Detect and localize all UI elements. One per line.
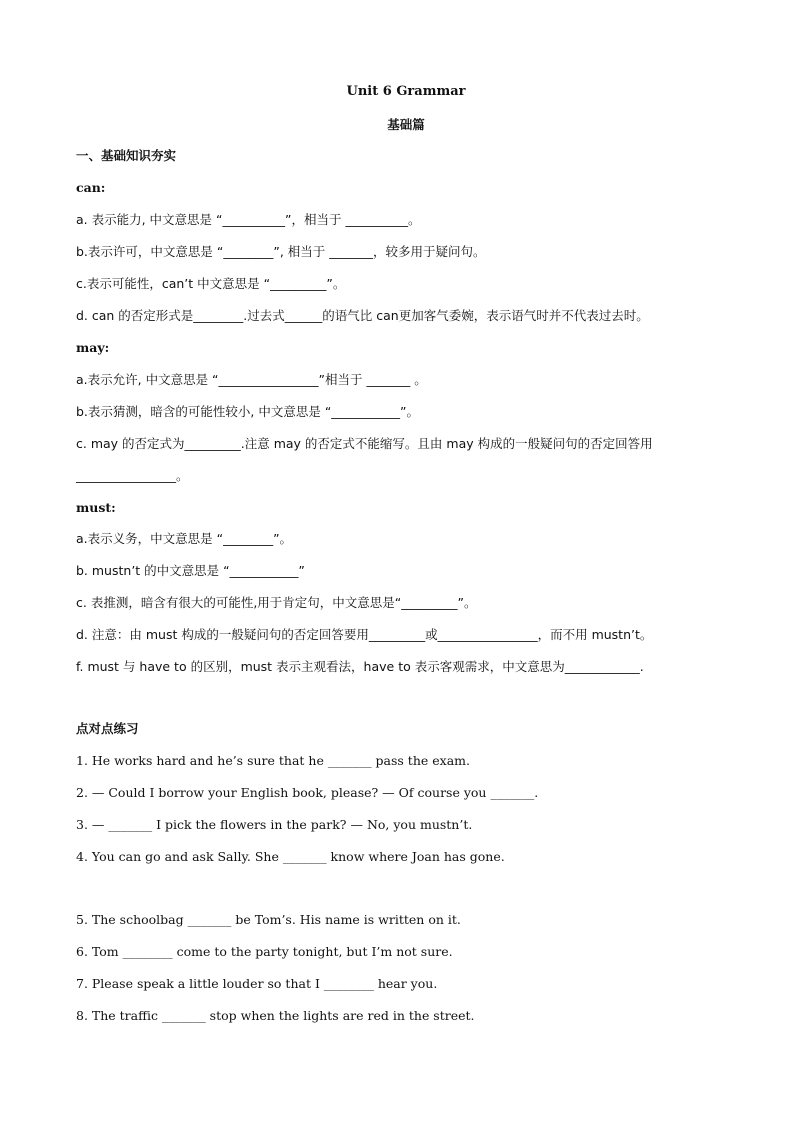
can-item-c: c.表示可能性，can’t 中文意思是 “_________”。	[76, 276, 346, 291]
may-item-c: c. may 的否定式为_________.注意 may 的否定式不能缩写。且由 may 构成的一般疑问句的否定回答用	[76, 436, 653, 451]
question-1: 1. He works hard and he’s sure that he _______ pass the exam.	[76, 753, 470, 768]
page-title: Unit 6 Grammar	[346, 84, 466, 99]
question-8: 8. The traffic _______ stop when the lights are red in the street.	[76, 1008, 475, 1023]
may-label: may:	[76, 340, 110, 355]
must-item-a: a.表示义务，中文意思是 “________”。	[76, 531, 293, 546]
question-3: 3. — _______ I pick the flowers in the park? — No, you mustn’t.	[76, 817, 473, 832]
must-item-b: b. mustn’t 的中文意思是 “___________”	[76, 563, 305, 578]
can-label: can:	[76, 180, 106, 195]
must-item-f: f. must 与 have to 的区别，must 表示主观看法，have to 表示客观需求，中文意思为____________.	[76, 659, 644, 674]
can-item-a: a. 表示能力, 中文意思是 “__________”，相当于 __________。	[76, 212, 421, 227]
question-2: 2. — Could I borrow your English book, please? — Of course you _______.	[76, 785, 539, 800]
question-6: 6. Tom ________ come to the party tonight, but I’m not sure.	[76, 944, 453, 959]
can-item-b: b.表示许可，中文意思是 “________”, 相当于 _______，较多用于疑问句。	[76, 244, 486, 259]
must-label: must:	[76, 500, 116, 515]
question-7: 7. Please speak a little louder so that I ________ hear you.	[76, 976, 438, 991]
section-heading-basics: 一、基础知识夯实	[76, 148, 177, 163]
question-5: 5. The schoolbag _______ be Tom’s. His name is written on it.	[76, 912, 461, 927]
must-item-d: d. 注意：由 must 构成的一般疑问句的否定回答要用_________或________________，而不用 mustn’t。	[76, 627, 653, 642]
must-item-c: c. 表推测，暗含有很大的可能性,用于肯定句，中文意思是“_________”。	[76, 595, 477, 610]
page-subtitle: 基础篇	[387, 117, 425, 132]
section-heading-practice: 点对点练习	[76, 721, 139, 736]
may-item-c-continued: ________________。	[76, 468, 189, 483]
may-item-b: b.表示猜测，暗含的可能性较小, 中文意思是 “___________”。	[76, 404, 420, 419]
can-item-d: d. can 的否定形式是________.过去式______的语气比 can更加客气委婉，表示语气时并不代表过去时。	[76, 308, 649, 323]
question-4: 4. You can go and ask Sally. She _______ know where Joan has gone.	[76, 849, 505, 864]
may-item-a: a.表示允许, 中文意思是 “________________”相当于 _______ 。	[76, 372, 427, 387]
